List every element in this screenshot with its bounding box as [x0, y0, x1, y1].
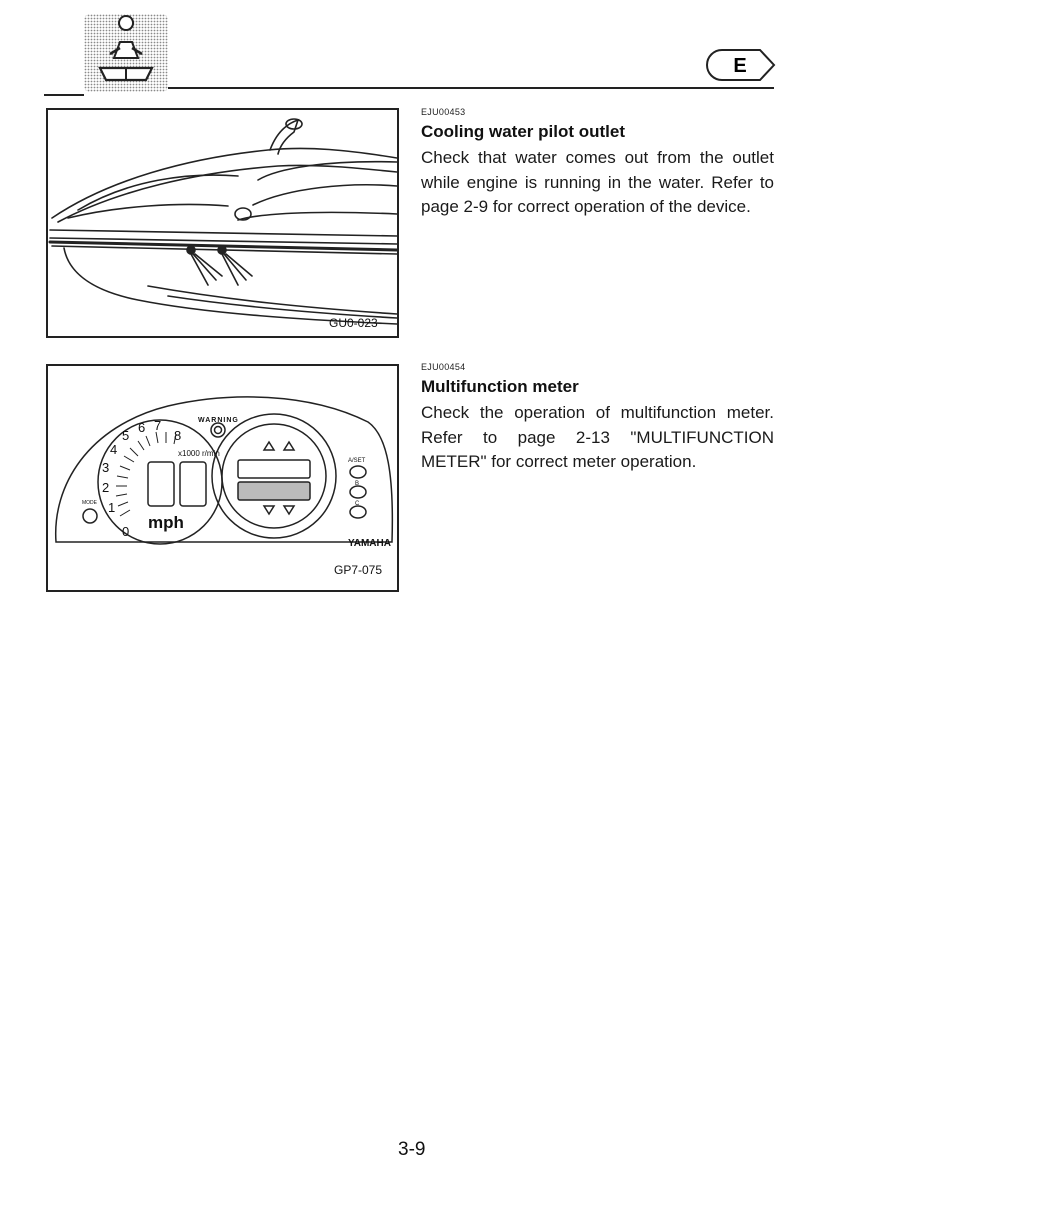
tick-label: 4	[110, 442, 118, 457]
figure-code: GU0-023	[329, 316, 378, 330]
mode-label: MODE	[82, 500, 97, 506]
header-rule	[168, 87, 774, 89]
tick-label: 1	[108, 500, 116, 515]
b-label: B	[355, 481, 360, 487]
brand-label: YAMAHA	[348, 538, 391, 549]
tick-label: 2	[102, 480, 110, 495]
watercraft-rider-icon	[84, 14, 168, 92]
section-body: Check that water comes out from the outlet while engine is running in the water. Refer to page 2-9 for correct operation of the device.	[421, 148, 774, 217]
tick-label: 8	[174, 428, 182, 443]
figure-code: GP7-075	[334, 563, 383, 577]
figure-multifunction-meter	[46, 364, 399, 592]
tick-label: 3	[102, 460, 110, 475]
section-body: Check the operation of multifunction meter. Refer to page 2-13 "MULTIFUNCTION METER" for correct meter operation.	[421, 403, 774, 472]
rpm-scale-label: x1000 r/min	[178, 449, 220, 458]
tick-label: 0	[122, 524, 130, 539]
tick-label: 5	[122, 428, 130, 443]
warning-label: WARNING	[198, 417, 239, 424]
speed-unit: mph	[148, 513, 184, 532]
section-heading: Multifunction meter	[421, 377, 579, 396]
tick-label: 7	[154, 418, 162, 433]
figure-cooling-outlet	[46, 108, 399, 338]
language-badge	[702, 48, 776, 82]
c-label: C	[355, 501, 360, 507]
tick-label: 6	[138, 420, 146, 435]
a-set-label: A/SET	[348, 458, 366, 464]
section-code: EJU00454	[421, 362, 466, 372]
header-rule	[44, 94, 84, 96]
section-heading: Cooling water pilot outlet	[421, 122, 625, 141]
section-code: EJU00453	[421, 107, 466, 117]
language-letter: E	[733, 55, 747, 77]
page-number: 3-9	[398, 1139, 426, 1160]
